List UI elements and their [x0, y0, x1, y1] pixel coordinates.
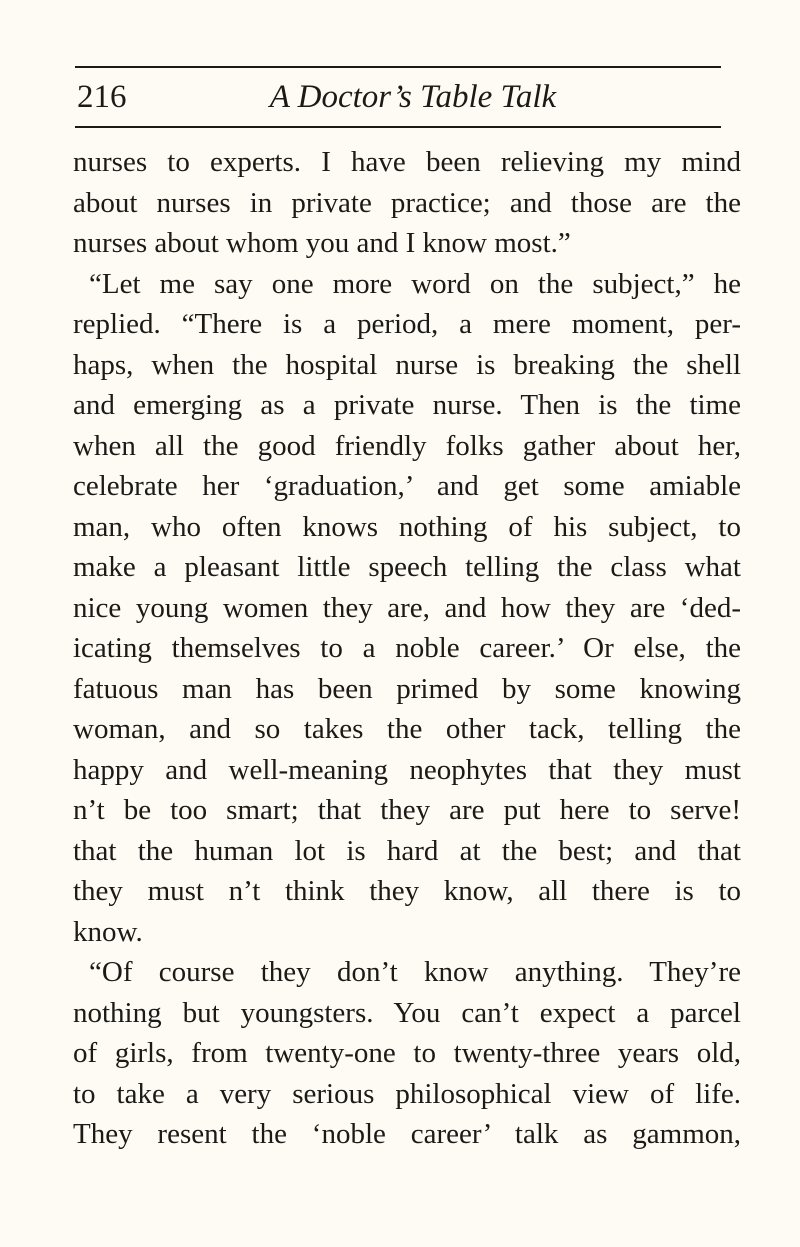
text-line: “Let me say one more word on the subject,” he — [89, 267, 741, 300]
header-bottom-rule — [75, 126, 721, 128]
text-line: fatuous man has been primed by some knowing — [73, 672, 741, 705]
body-text — [73, 142, 741, 1155]
text-line: “Of course they don’t know anything. They’re — [89, 956, 741, 988]
text-line: when all the good friendly folks gather about her, — [73, 429, 741, 462]
text-line: celebrate her ‘graduation,’ and get some amiable — [73, 470, 741, 502]
text-line: replied. “There is a period, a mere moment, per- — [73, 308, 741, 340]
running-header — [75, 74, 721, 120]
text-line: nothing but youngsters. You can’t expect a parcel — [73, 996, 741, 1029]
text-line: icating themselves to a noble career.’ Or else, the — [73, 632, 741, 664]
running-title: A Doctor’s Table Talk — [269, 79, 557, 115]
text-line: and emerging as a private nurse. Then is the time — [73, 389, 741, 421]
text-line: to take a very serious philosophical view of life. — [73, 1077, 741, 1110]
text-line: haps, when the hospital nurse is breaking the shell — [73, 348, 741, 381]
text-line: that the human lot is hard at the best; and that — [73, 834, 741, 867]
text-line: know. — [73, 915, 143, 948]
text-line: they must n’t think they know, all there is to — [73, 875, 741, 907]
text-line: nice young women they are, and how they are ‘ded- — [73, 591, 741, 624]
text-line: happy and well-meaning neophytes that they must — [73, 753, 741, 786]
text-line: nurses about whom you and I know most.” — [73, 227, 571, 259]
text-line: nurses to experts. I have been relieving my mind — [73, 146, 741, 178]
text-line: n’t be too smart; that they are put here to serve! — [73, 794, 741, 826]
text-line: woman, and so takes the other tack, telling the — [73, 713, 741, 745]
text-line: man, who often knows nothing of his subject, to — [73, 510, 741, 543]
header-top-rule — [75, 66, 721, 68]
page-number: 216 — [77, 79, 127, 115]
text-line: make a pleasant little speech telling the class what — [73, 551, 741, 583]
text-line: about nurses in private practice; and those are the — [73, 186, 741, 219]
text-line: They resent the ‘noble career’ talk as gammon, — [73, 1118, 741, 1150]
text-line: of girls, from twenty-one to twenty-three years old, — [73, 1037, 741, 1069]
